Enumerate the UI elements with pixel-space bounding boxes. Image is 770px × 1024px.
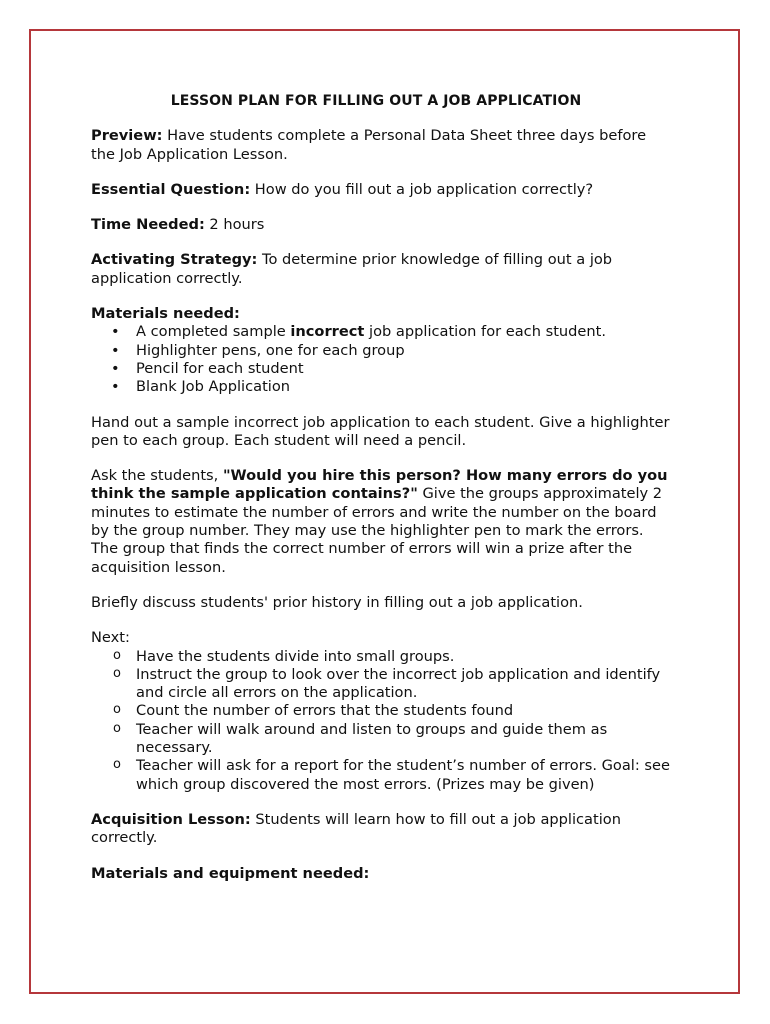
preview-paragraph	[91, 127, 671, 164]
list-item: • Highlighter pens, one for each group	[91, 342, 671, 360]
list-item: • Blank Job Application	[91, 378, 671, 396]
ask-instructions: Give the groups approximately 2 minutes to estimate the number of errors and write the number on the board by the group number. They may use the highlighter pen to mark the errors. The group that finds the correct number of errors will win a prize after the acquisition lesson.	[91, 485, 663, 576]
discuss-paragraph: Briefly discuss students' prior history in filling out a job application.	[91, 593, 583, 611]
essential-question-text: How do you fill out a job application correctly?	[250, 180, 594, 198]
list-item: o Teacher will walk around and listen to groups and guide them as necessary.	[91, 721, 671, 758]
activating-strategy-label: Activating Strategy:	[91, 251, 258, 269]
list-item: o Count the number of errors that the students found	[91, 702, 671, 720]
activating-strategy-text: To determine prior knowledge of filling out a job application correctly.	[91, 251, 613, 287]
list-item: • Pencil for each student	[91, 360, 671, 378]
time-needed-label: Time Needed:	[91, 216, 205, 234]
essential-question-label: Essential Question:	[91, 180, 251, 198]
acquisition-paragraph	[91, 811, 671, 848]
acquisition-text: Students will learn how to fill out a job application correctly.	[91, 810, 621, 847]
materials-item-emphasis: incorrect	[290, 323, 365, 341]
equipment-paragraph	[91, 865, 671, 883]
preview-label: Preview:	[91, 127, 163, 145]
list-item: o Teacher will ask for a report for the student’s number of errors. Goal: see which group discovered the most errors. (Prizes may be given)	[91, 757, 671, 794]
next-label: Next:	[91, 629, 130, 647]
materials-section	[91, 305, 671, 396]
time-needed-paragraph	[91, 216, 671, 234]
ask-question: "Would you hire this person? How many errors do you think the sample application contains?"	[91, 467, 668, 503]
essential-question-paragraph	[91, 181, 671, 199]
handout-paragraph: Hand out a sample incorrect job application to each student. Give a highlighter pen to each group. Each student will need a pencil.	[91, 413, 670, 449]
lesson-plan-document	[91, 92, 671, 900]
materials-item-text: A completed sample	[136, 323, 291, 341]
page-title: LESSON PLAN FOR FILLING OUT A JOB APPLICATION	[170, 93, 582, 109]
materials-item-text: job application for each student.	[364, 323, 607, 341]
materials-label: Materials needed:	[91, 305, 240, 323]
time-needed-text: 2 hours	[204, 216, 265, 234]
ask-paragraph	[91, 467, 671, 577]
list-item	[91, 323, 671, 341]
next-steps-list	[91, 648, 671, 794]
materials-list	[91, 323, 671, 396]
equipment-label: Materials and equipment needed:	[91, 864, 370, 882]
ask-intro: Ask the students,	[91, 467, 223, 485]
list-item: o Instruct the group to look over the incorrect job application and identify and circle all errors on the application.	[91, 666, 671, 703]
activating-strategy-paragraph	[91, 251, 671, 288]
preview-text: Have students complete a Personal Data Sheet three days before the Job Application Lesson.	[91, 127, 647, 163]
next-section	[91, 629, 671, 794]
acquisition-label: Acquisition Lesson:	[91, 810, 251, 828]
list-item: o Have the students divide into small groups.	[91, 648, 671, 666]
